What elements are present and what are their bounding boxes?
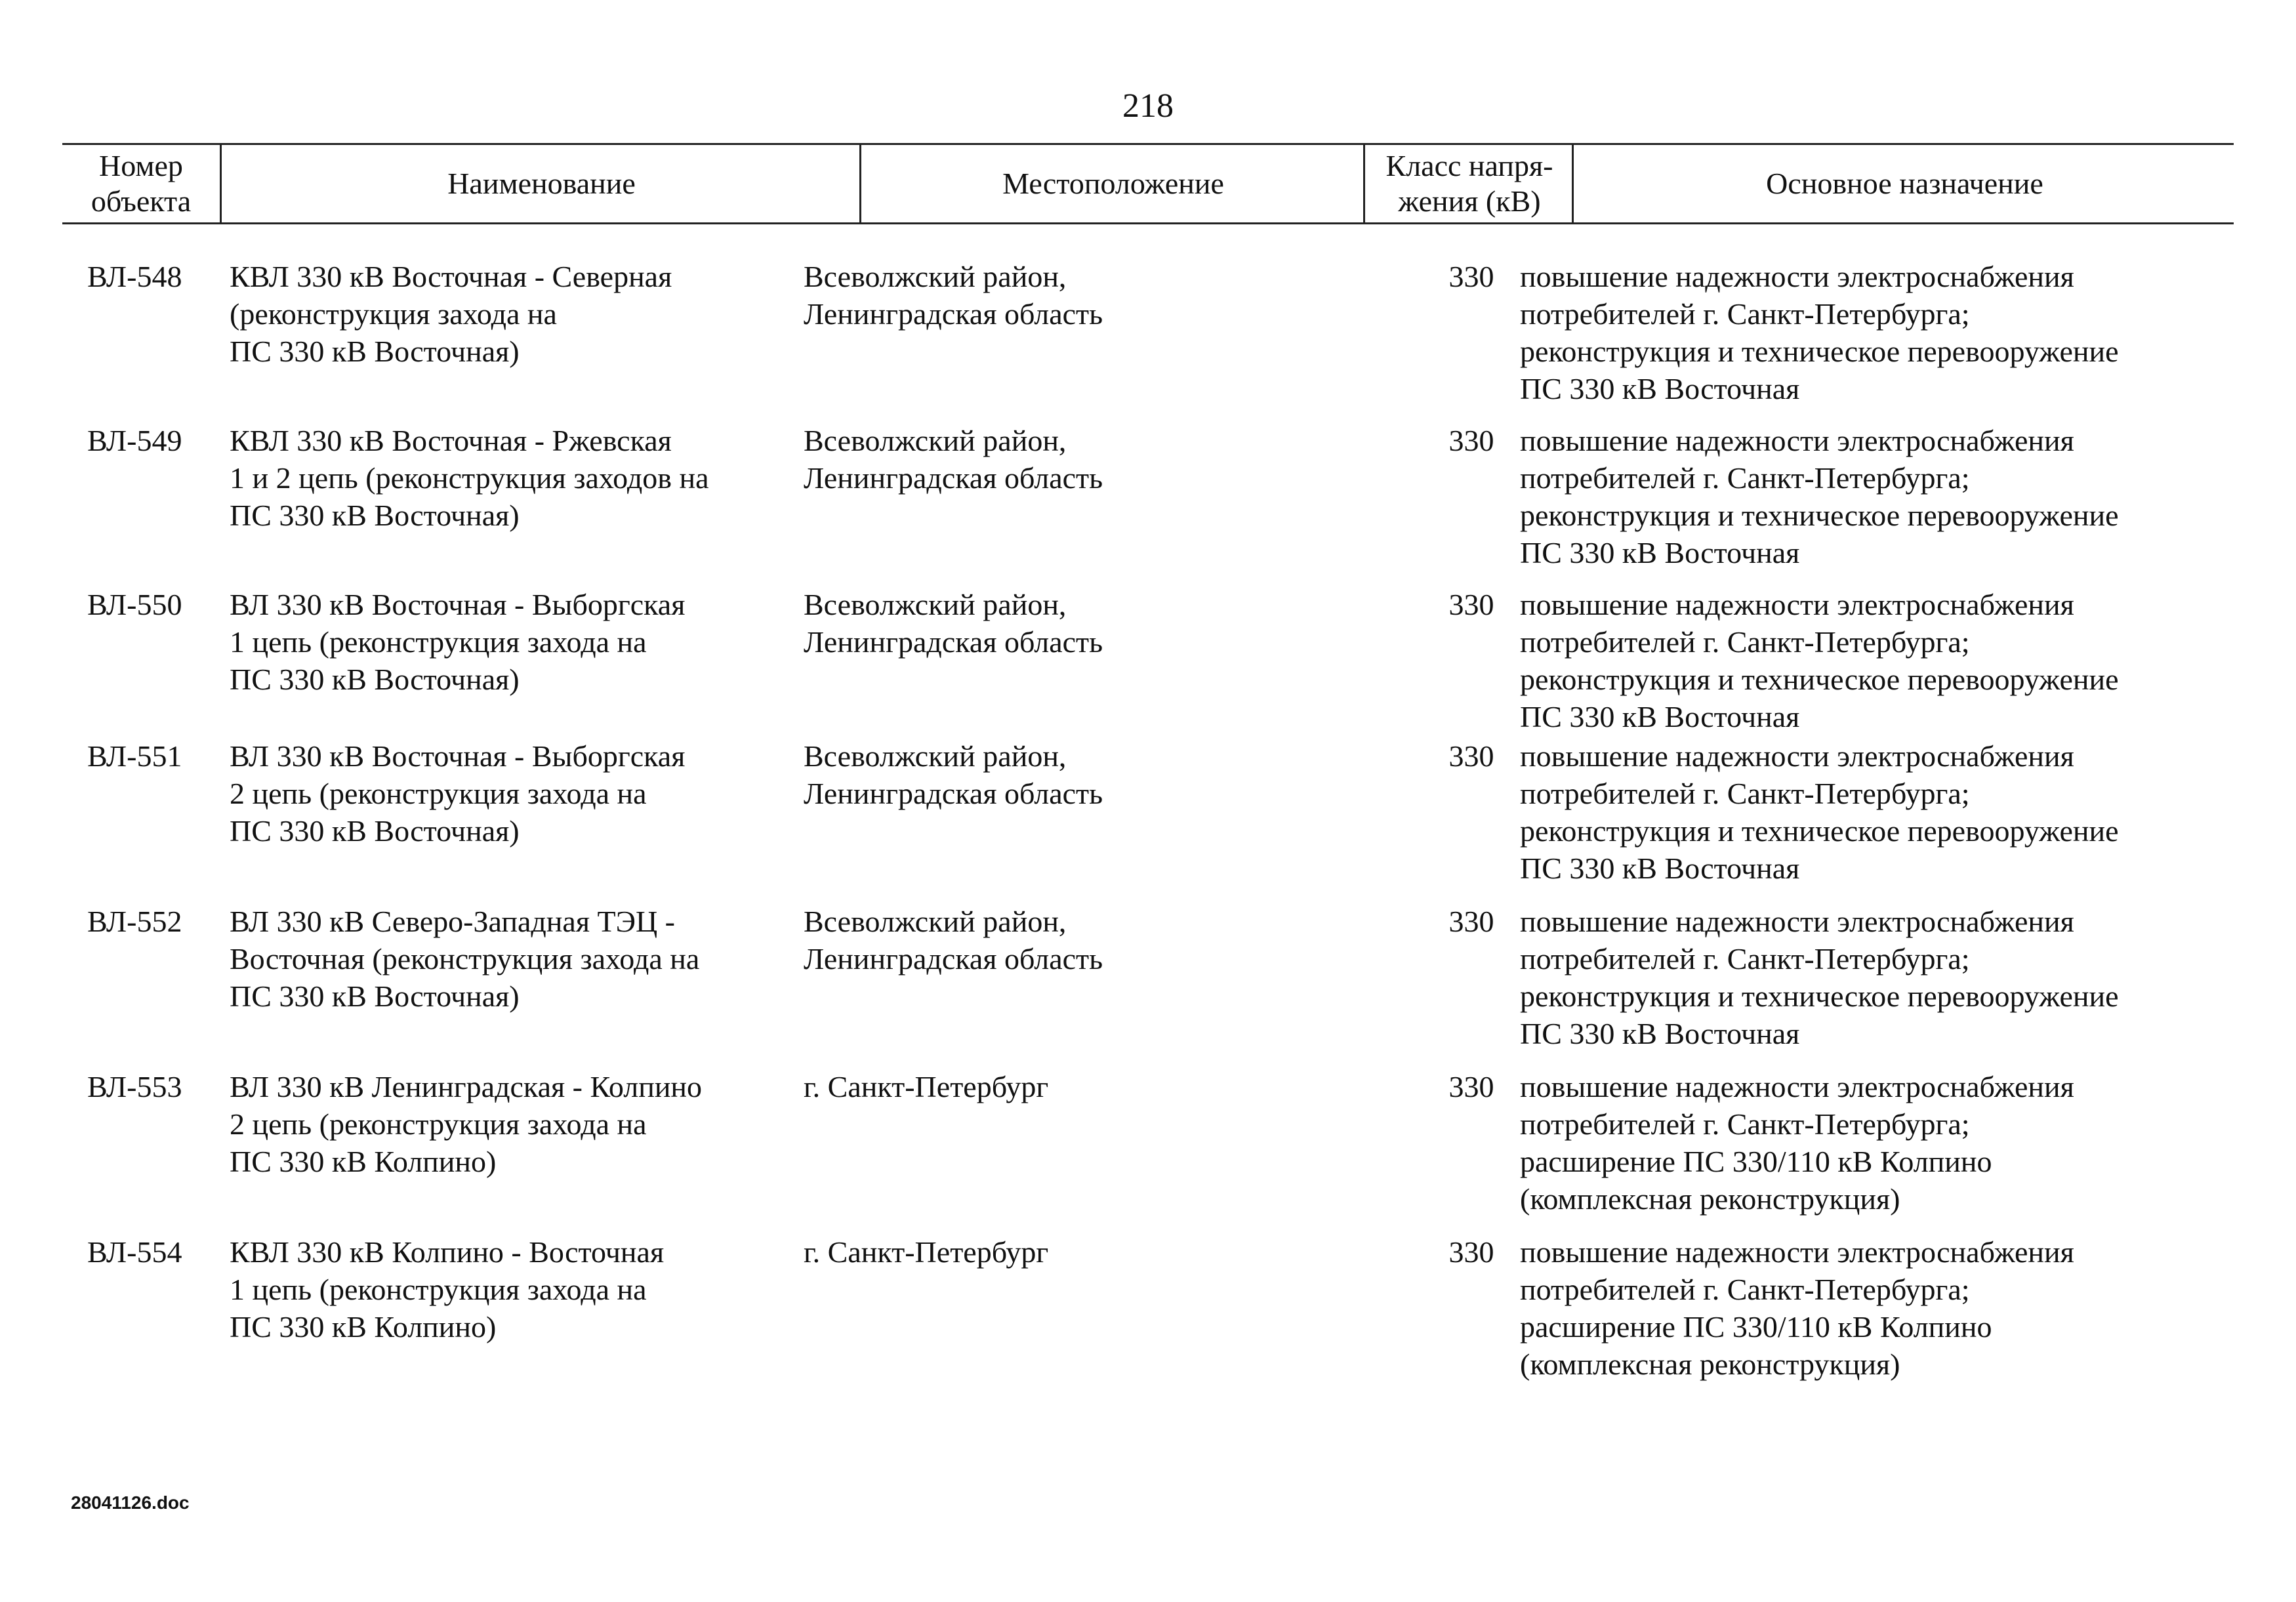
row-purpose: повышение надежности электроснабжения потребителей г. Санкт-Петербурга; расширение ПС 330/110 кВ Колпино (комплексная реконструкция) [1520, 1070, 2074, 1216]
row-location: г. Санкт-Петербург [804, 1235, 1049, 1269]
row-location: Всеволжский район, Ленинградская область [804, 739, 1103, 810]
header-purpose: Основное назначение [1572, 145, 2236, 222]
row-name: КВЛ 330 кВ Колпино - Восточная 1 цепь (реконструкция захода на ПС 330 кВ Колпино) [230, 1235, 665, 1344]
row-name: ВЛ 330 кВ Северо-Западная ТЭЦ - Восточная (реконструкция захода на ПС 330 кВ Восточная) [230, 905, 700, 1013]
row-object-id: ВЛ-552 [87, 905, 182, 938]
row-voltage: 330 [1448, 1235, 1494, 1269]
row-voltage: 330 [1448, 905, 1494, 938]
row-location: г. Санкт-Петербург [804, 1070, 1049, 1103]
header-name: Наименование [220, 145, 861, 222]
row-purpose: повышение надежности электроснабжения потребителей г. Санкт-Петербурга; реконструкция и техническое перевооружение ПС 330 кВ Восточная [1520, 588, 2119, 733]
table-header [62, 143, 2234, 224]
row-purpose: повышение надежности электроснабжения потребителей г. Санкт-Петербурга; реконструкция и техническое перевооружение ПС 330 кВ Восточная [1520, 739, 2119, 885]
header-location: Местоположение [859, 145, 1365, 222]
row-purpose: повышение надежности электроснабжения потребителей г. Санкт-Петербурга; реконструкция и техническое перевооружение ПС 330 кВ Восточная [1520, 260, 2119, 405]
objects-table [62, 143, 2234, 1381]
row-voltage: 330 [1448, 1070, 1494, 1103]
row-object-id: ВЛ-553 [87, 1070, 182, 1103]
header-object-number: Номер объекта [91, 149, 192, 218]
row-purpose: повышение надежности электроснабжения потребителей г. Санкт-Петербурга; расширение ПС 330/110 кВ Колпино (комплексная реконструкция) [1520, 1235, 2074, 1381]
row-name: КВЛ 330 кВ Восточная - Северная (реконструкция захода на ПС 330 кВ Восточная) [230, 260, 672, 368]
row-name: ВЛ 330 кВ Восточная - Выборгская 1 цепь (реконструкция захода на ПС 330 кВ Восточная) [230, 588, 686, 696]
row-voltage: 330 [1448, 424, 1494, 457]
row-purpose: повышение надежности электроснабжения потребителей г. Санкт-Петербурга; реконструкция и техническое перевооружение ПС 330 кВ Восточная [1520, 905, 2119, 1050]
row-location: Всеволжский район, Ленинградская область [804, 905, 1103, 976]
row-location: Всеволжский район, Ленинградская область [804, 260, 1103, 331]
row-location: Всеволжский район, Ленинградская область [804, 424, 1103, 495]
row-object-id: ВЛ-550 [87, 588, 182, 621]
row-object-id: ВЛ-551 [87, 739, 182, 773]
row-object-id: ВЛ-554 [87, 1235, 182, 1269]
row-name: КВЛ 330 кВ Восточная - Ржевская 1 и 2 цепь (реконструкция заходов на ПС 330 кВ Восточная) [230, 424, 709, 532]
row-voltage: 330 [1448, 739, 1494, 773]
row-name: ВЛ 330 кВ Восточная - Выборгская 2 цепь (реконструкция захода на ПС 330 кВ Восточная) [230, 739, 686, 848]
row-voltage: 330 [1448, 260, 1494, 293]
row-object-id: ВЛ-548 [87, 260, 182, 293]
row-voltage: 330 [1448, 588, 1494, 621]
row-purpose: повышение надежности электроснабжения потребителей г. Санкт-Петербурга; реконструкция и техническое перевооружение ПС 330 кВ Восточная [1520, 424, 2119, 569]
row-location: Всеволжский район, Ленинградская область [804, 588, 1103, 659]
page-number: 218 [1122, 87, 1174, 125]
row-name: ВЛ 330 кВ Ленинградская - Колпино 2 цепь (реконструкция захода на ПС 330 кВ Колпино) [230, 1070, 703, 1178]
document-filename: 28041126.doc [71, 1492, 190, 1513]
header-voltage-class: Класс напря- жения (кВ) [1363, 145, 1574, 222]
row-object-id: ВЛ-549 [87, 424, 182, 457]
